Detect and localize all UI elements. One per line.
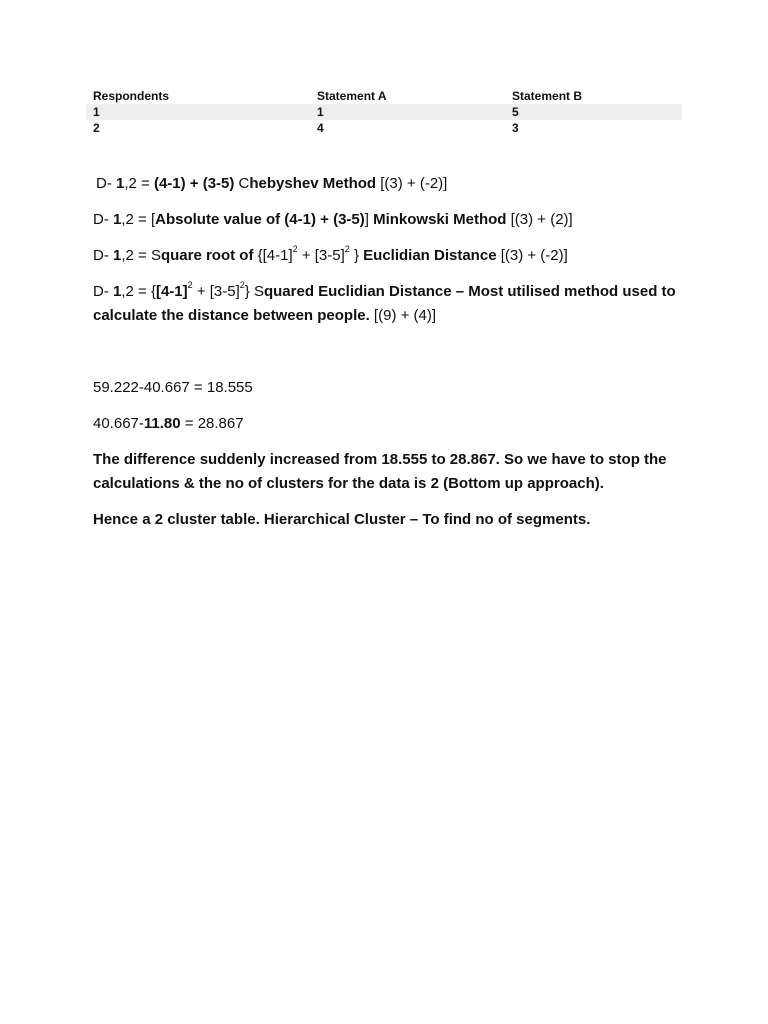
column-header-respondents: Respondents <box>93 89 170 103</box>
table-cell: 1 <box>310 104 505 120</box>
column-header-statement-b: Statement B <box>512 89 583 103</box>
calc-line-1: 59.222-40.667 = 18.555 <box>93 379 253 396</box>
summary-paragraph: Hence a 2 cluster table. Hierarchical Cluster – To find no of segments. <box>93 511 591 528</box>
table-cell: 1 <box>86 104 310 120</box>
minkowski-formula: D- 1,2 = [Absolute value of (4-1) + (3-5)] Minkowski Method [(3) + (2)] <box>93 211 573 228</box>
table-cell: 5 <box>505 104 682 120</box>
column-header-statement-a: Statement A <box>317 89 387 103</box>
table-cell: 4 <box>317 121 324 135</box>
euclidian-formula: D- 1,2 = Square root of {$[4-1]^2 + [3-5]^2$ } Euclidian Distance [(3) + (-2)] <box>93 244 568 264</box>
calc-line-2: 40.667-11.80 = 28.867 <box>93 415 244 432</box>
respondents-table <box>86 88 682 136</box>
table-row <box>86 120 682 136</box>
table-cell: 2 <box>93 121 100 135</box>
table-header-row <box>86 88 682 104</box>
table-cell: 3 <box>512 121 519 135</box>
squared-euclidian-formula: D- $1,2 = \{[4-1]^2 + [3-5]^2\}$ Squared Euclidian Distance – Most utilised method used to calculate the distance between people. [(9) + (4)] <box>93 280 676 324</box>
chebyshev-formula: D- 1,2 = (4-1) + (3-5) Chebyshev Method [(3) + (-2)] <box>96 175 448 192</box>
table-row <box>86 104 682 120</box>
conclusion-paragraph: The difference suddenly increased from 18.555 to 28.867. So we have to stop the calculations & the no of clusters for the data is 2 (Bottom up approach). <box>93 451 667 492</box>
